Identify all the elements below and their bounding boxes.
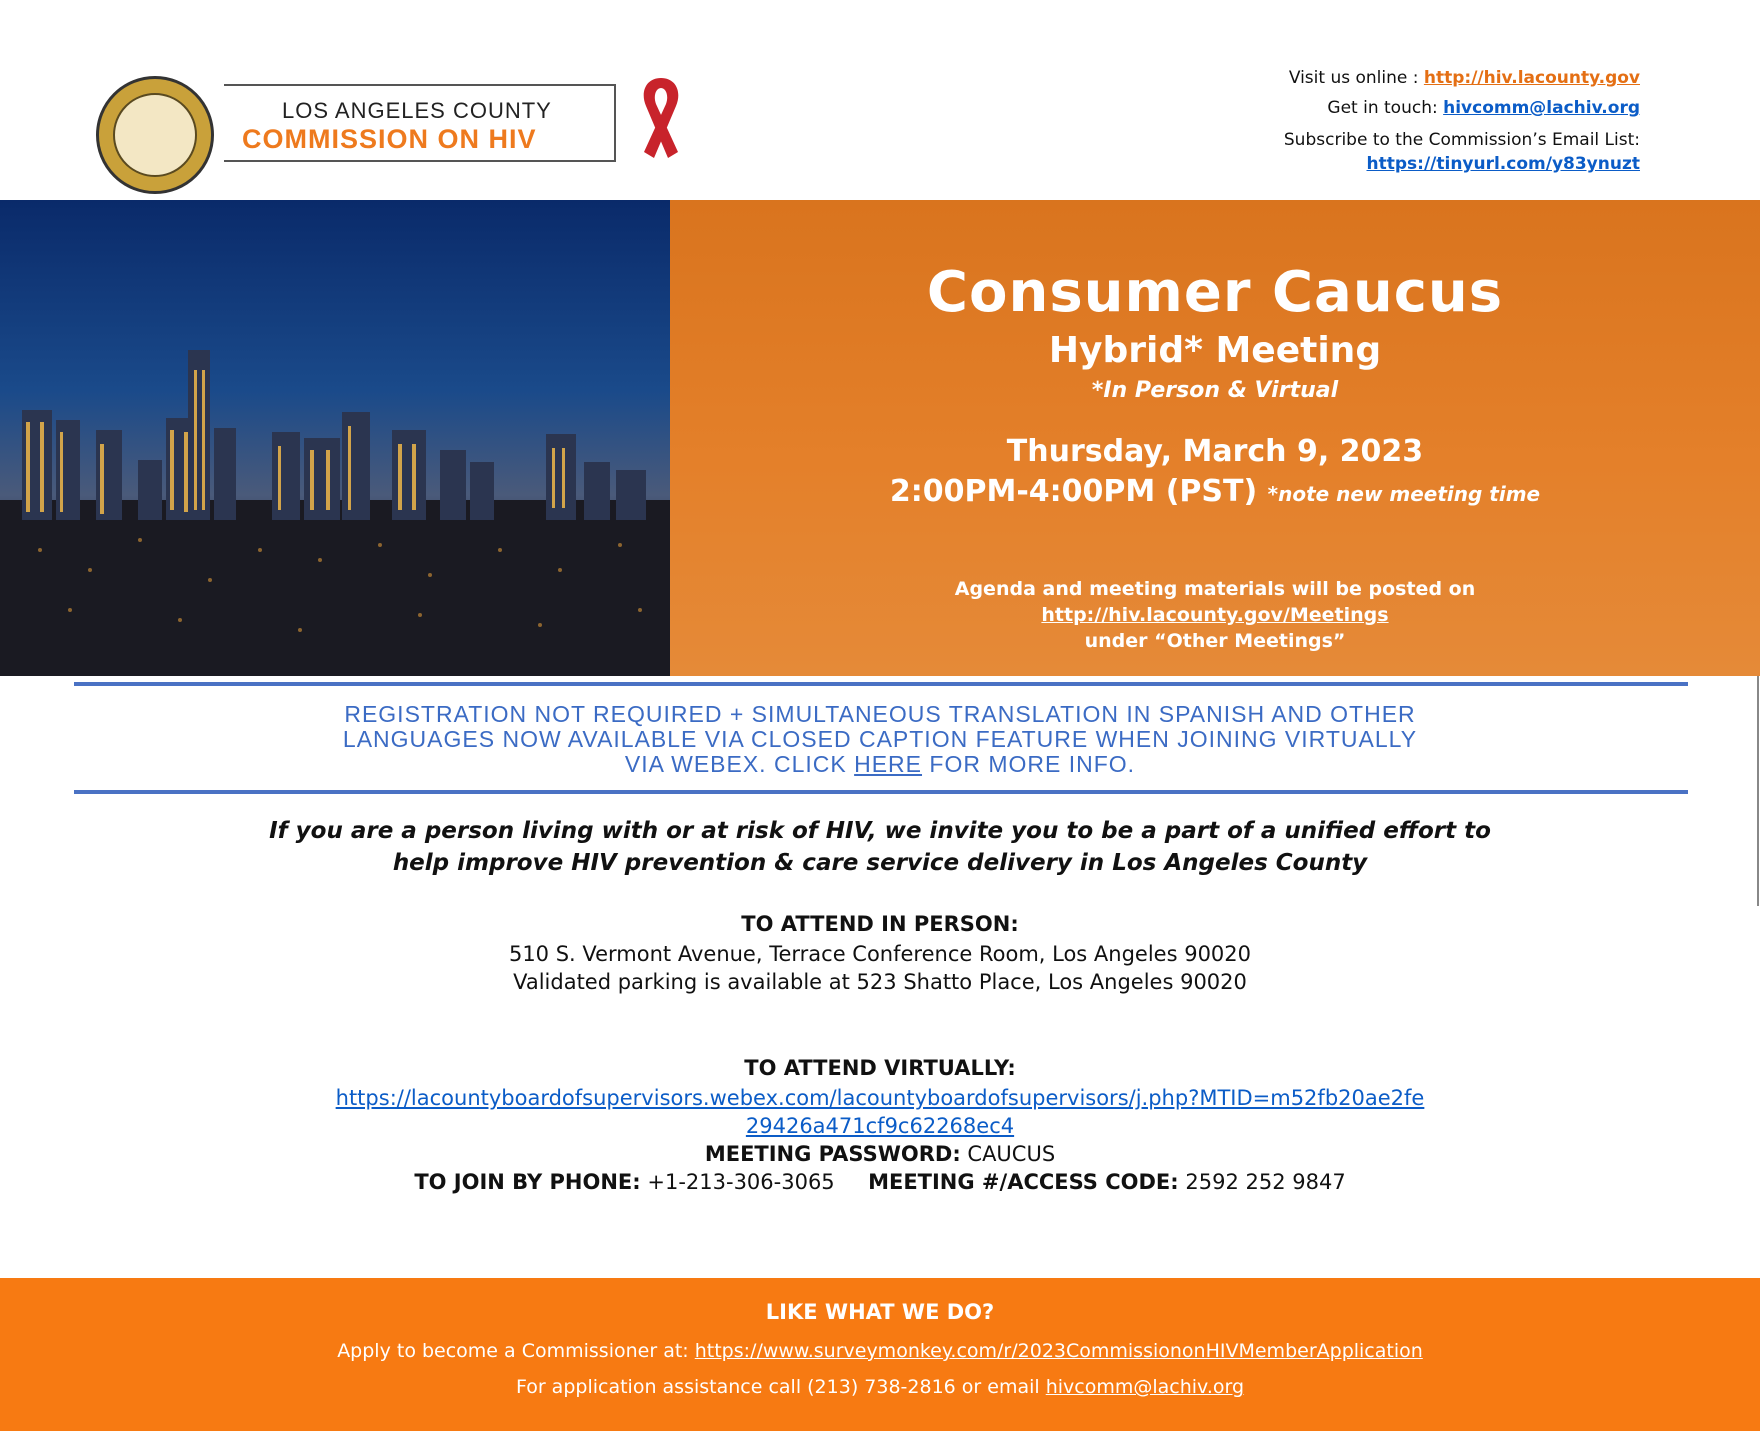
- meeting-password: MEETING PASSWORD: CAUCUS: [704, 1142, 1056, 1166]
- apply-link[interactable]: https://www.surveymonkey.com/r/2023CommissiononHIVMemberApplication: [694, 1340, 1423, 1362]
- event-time: 2:00PM-4:00PM (PST): [889, 474, 1258, 509]
- get-in-touch-line: Get in touch: hivcomm@lachiv.org: [1327, 98, 1640, 118]
- agenda-other-meetings: under “Other Meetings”: [1084, 630, 1346, 652]
- page-edge-line: [1757, 676, 1759, 906]
- divider-top: [74, 682, 1688, 686]
- virtual-heading: TO ATTEND VIRTUALLY:: [744, 1056, 1016, 1080]
- red-ribbon-icon: [616, 70, 706, 180]
- footer-banner: [0, 1278, 1760, 1431]
- here-link[interactable]: HERE: [854, 751, 923, 777]
- logo-county-text: LOS ANGELES COUNTY: [282, 98, 552, 123]
- event-time-line: [670, 474, 1760, 509]
- visit-online-line: Visit us online : http://hiv.lacounty.gov: [1288, 68, 1640, 88]
- agenda-link-line: [670, 604, 1760, 626]
- logo-commission-text: COMMISSION ON HIV: [242, 124, 537, 154]
- county-seal-icon: [96, 76, 214, 194]
- subscribe-label: Subscribe to the Commission’s Email List:: [1283, 130, 1640, 150]
- phone-info: TO JOIN BY PHONE: +1-213-306-3065 MEETING #/ACCESS CODE: 2592 252 9847: [414, 1170, 1346, 1194]
- agenda-text: Agenda and meeting materials will be posted on: [954, 578, 1476, 600]
- commission-logo: [96, 76, 716, 176]
- website-link[interactable]: http://hiv.lacounty.gov: [1423, 68, 1640, 88]
- webex-link[interactable]: https://lacountyboardofsupervisors.webex.com/lacountyboardofsupervisors/j.php?MTID=m52fb20ae2fe: [335, 1086, 1425, 1110]
- event-date: Thursday, March 9, 2023: [1006, 434, 1424, 469]
- event-mode: *In Person & Virtual: [1091, 378, 1339, 403]
- event-title: Consumer Caucus: [926, 260, 1504, 325]
- webex-link-line1[interactable]: [0, 1086, 1760, 1110]
- divider-bottom: [74, 790, 1688, 794]
- email-link[interactable]: hivcomm@lachiv.org: [1443, 98, 1640, 118]
- assistance-line: For application assistance call (213) 738-2816 or email hivcomm@lachiv.org: [515, 1376, 1245, 1398]
- assistance-email-link[interactable]: hivcomm@lachiv.org: [1045, 1376, 1245, 1398]
- parking-info: Validated parking is available at 523 Shatto Place, Los Angeles 90020: [513, 970, 1247, 994]
- registration-notice: REGISTRATION NOT REQUIRED + SIMULTANEOUS TRANSLATION IN SPANISH AND OTHER LANGUAGES NOW AVAILABLE VIA CLOSED CAPTION FEATURE WHEN JOINING VIRTUALLY VIA WEBEX. CLICK HERE FOR MORE INFO.: [342, 701, 1418, 777]
- in-person-heading: TO ATTEND IN PERSON:: [741, 912, 1019, 936]
- invitation-text: If you are a person living with or at risk of HIV, we invite you to be a part of a unified effort to help improve HIV prevention & care service delivery in Los Angeles County: [269, 818, 1491, 876]
- event-subtitle: Hybrid* Meeting: [1048, 330, 1382, 371]
- in-person-address: 510 S. Vermont Avenue, Terrace Conference Room, Los Angeles 90020: [508, 942, 1252, 966]
- subscribe-link[interactable]: https://tinyurl.com/y83ynuzt: [1366, 154, 1640, 174]
- agenda-link[interactable]: http://hiv.lacounty.gov/Meetings: [1041, 604, 1389, 626]
- apply-line: Apply to become a Commissioner at: https://www.surveymonkey.com/r/2023CommissiononHIVMemberApplication: [337, 1340, 1423, 1362]
- event-info-panel: [670, 200, 1760, 676]
- webex-link-line2[interactable]: 29426a471cf9c62268ec4: [745, 1114, 1015, 1138]
- city-skyline-image: [0, 200, 670, 676]
- footer-heading: LIKE WHAT WE DO?: [765, 1300, 995, 1324]
- event-time-note: *note new meeting time: [1267, 482, 1541, 506]
